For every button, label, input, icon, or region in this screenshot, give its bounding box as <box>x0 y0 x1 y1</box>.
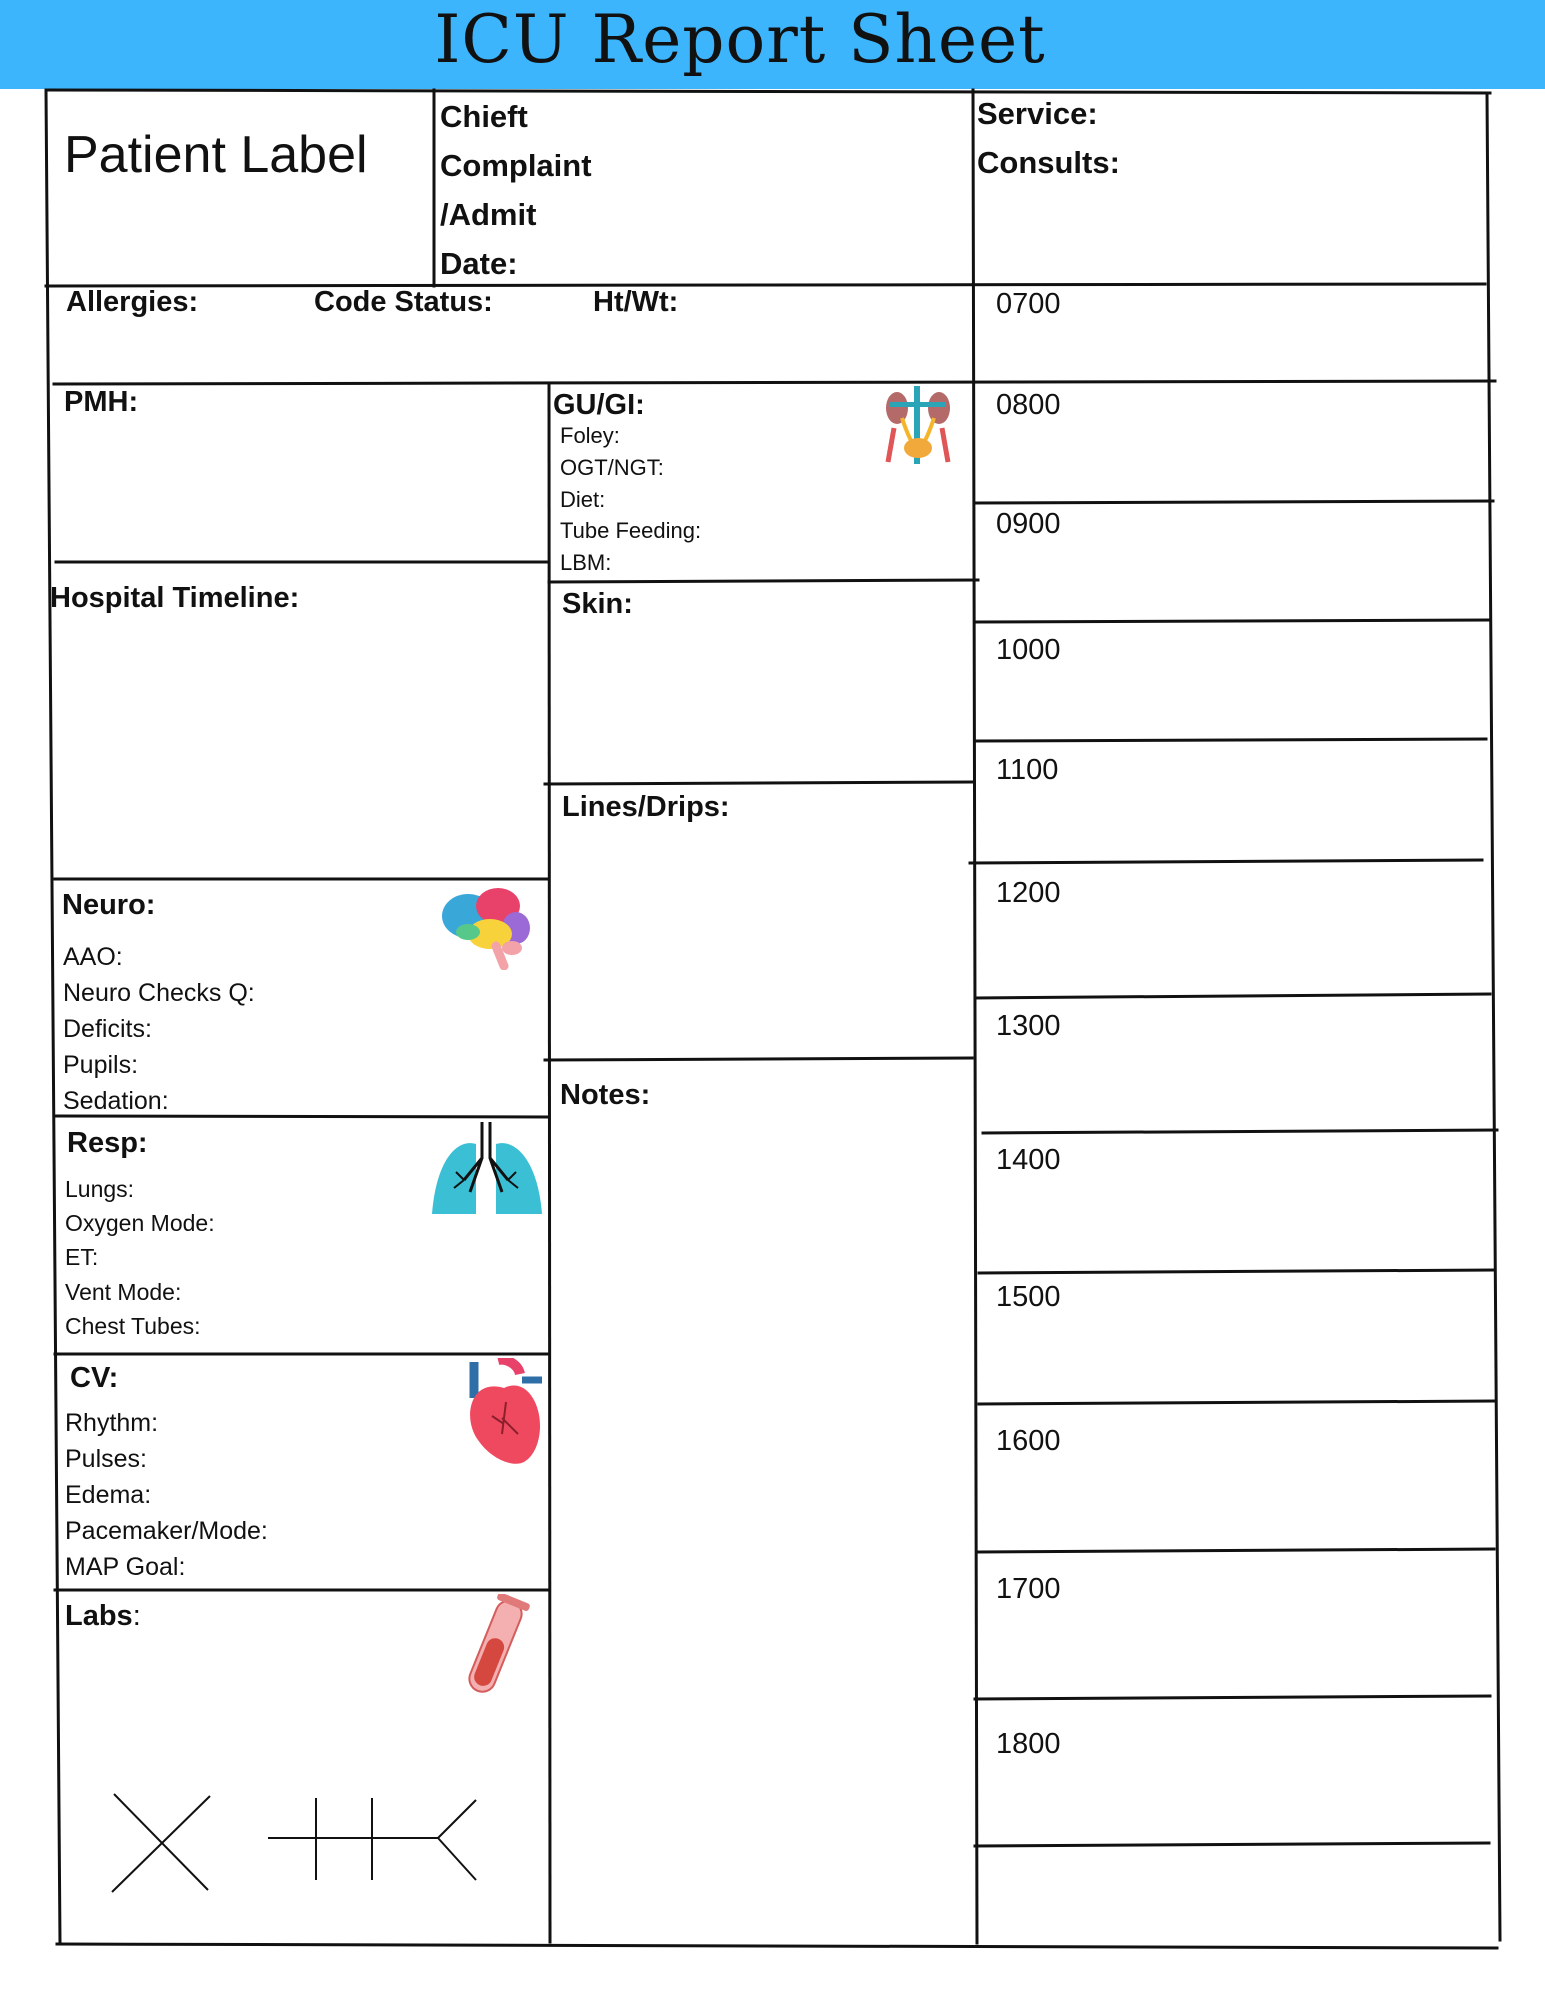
cv-map-goal: MAP Goal: <box>65 1553 186 1581</box>
consults-label: Consults: <box>977 145 1120 180</box>
patient-label: Patient Label <box>64 126 368 184</box>
cv-pacemaker-mode: Pacemaker/Mode: <box>65 1517 268 1545</box>
admit-date-label: Date: <box>440 246 518 281</box>
time-slot-1200: 1200 <box>996 877 1061 909</box>
cv-title: CV: <box>70 1362 119 1394</box>
notes-label: Notes: <box>560 1079 651 1111</box>
heart-icon <box>462 1358 546 1470</box>
resp-title: Resp: <box>67 1127 148 1159</box>
gugi-lbm: LBM: <box>560 550 612 575</box>
chief-complaint-line-1: Chieft <box>440 99 528 134</box>
time-slot-1700: 1700 <box>996 1573 1061 1605</box>
neuro-aao: AAO: <box>63 943 123 971</box>
skin-label: Skin: <box>562 588 633 620</box>
gugi-title: GU/GI: <box>553 389 645 421</box>
resp-et: ET: <box>65 1244 99 1270</box>
service-label: Service: <box>977 96 1098 131</box>
kidney-bladder-icon <box>880 384 956 468</box>
lungs-icon <box>426 1122 548 1222</box>
cv-edema: Edema: <box>65 1481 152 1509</box>
neuro-pupils: Pupils: <box>63 1051 139 1079</box>
code-status-label: Code Status: <box>314 286 493 318</box>
gugi-ogt-ngt: OGT/NGT: <box>560 455 664 480</box>
neuro-title: Neuro: <box>62 889 156 921</box>
labs-title-colon: : <box>132 1600 141 1632</box>
chief-complaint-line-3: /Admit <box>440 197 537 232</box>
gugi-diet: Diet: <box>560 487 606 512</box>
cv-pulses: Pulses: <box>65 1445 147 1473</box>
time-slot-1400: 1400 <box>996 1144 1061 1176</box>
time-slot-1000: 1000 <box>996 634 1061 666</box>
resp-lungs: Lungs: <box>65 1176 135 1202</box>
allergies-label: Allergies: <box>66 286 199 318</box>
test-tube-icon <box>455 1594 533 1706</box>
labs-title-text: Labs <box>65 1600 133 1632</box>
labs-title <box>65 1600 141 1632</box>
hospital-timeline-label: Hospital Timeline: <box>50 582 300 614</box>
neuro-sedation: Sedation: <box>63 1087 169 1115</box>
gugi-foley: Foley: <box>560 423 620 448</box>
resp-oxygen-mode: Oxygen Mode: <box>65 1210 215 1236</box>
chief-complaint-line-2: Complaint <box>440 148 592 183</box>
time-slot-1800: 1800 <box>996 1728 1061 1760</box>
resp-vent-mode: Vent Mode: <box>65 1279 182 1305</box>
resp-chest-tubes: Chest Tubes: <box>65 1313 201 1339</box>
time-slot-0900: 0900 <box>996 508 1061 540</box>
time-slot-1100: 1100 <box>996 754 1059 786</box>
time-slot-1500: 1500 <box>996 1281 1061 1313</box>
neuro-deficits: Deficits: <box>63 1015 152 1043</box>
gugi-tube-feeding: Tube Feeding: <box>560 518 702 543</box>
time-slot-1600: 1600 <box>996 1425 1061 1457</box>
ht-wt-label: Ht/Wt: <box>593 286 679 318</box>
cv-rhythm: Rhythm: <box>65 1409 159 1437</box>
neuro-checks: Neuro Checks Q: <box>63 979 255 1007</box>
pmh-label: PMH: <box>64 386 139 418</box>
lines-drips-label: Lines/Drips: <box>562 791 730 823</box>
time-slot-0800: 0800 <box>996 389 1061 421</box>
brain-icon <box>438 884 533 970</box>
lab-fishbone-diagrams <box>100 1786 490 1898</box>
time-slot-1300: 1300 <box>996 1010 1061 1042</box>
time-slot-0700: 0700 <box>996 288 1061 320</box>
page-title: ICU Report Sheet <box>434 1 1046 78</box>
